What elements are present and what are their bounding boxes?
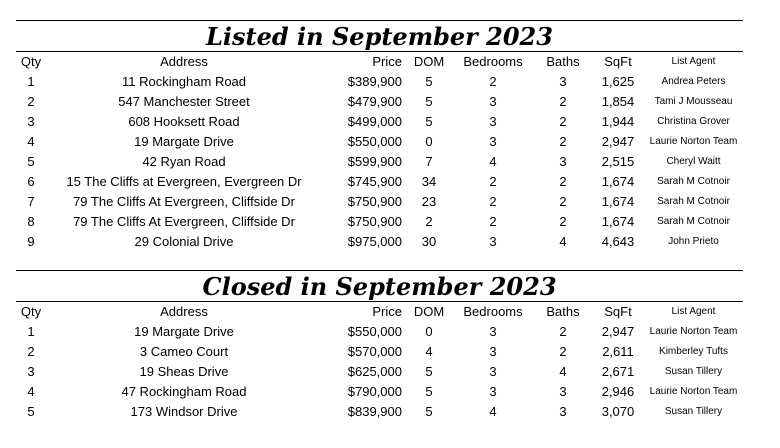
cell-bedrooms: 2 — [489, 194, 497, 209]
cell-address: 173 Windsor Drive — [130, 404, 238, 419]
cell-bedrooms: 3 — [489, 384, 497, 399]
cell-address: 42 Ryan Road — [142, 154, 226, 169]
cell-price: $570,000 — [347, 344, 402, 359]
header-bedrooms: Bedrooms — [463, 304, 523, 319]
cell-baths: 2 — [559, 94, 567, 109]
table-row — [16, 92, 743, 112]
cell-dom: 0 — [425, 134, 433, 149]
header-dom: DOM — [413, 54, 445, 69]
cell-bedrooms: 2 — [489, 74, 497, 89]
cell-price: $550,000 — [347, 134, 402, 149]
header-bedrooms: Bedrooms — [463, 54, 523, 69]
cell-qty: 3 — [27, 364, 35, 379]
header-baths: Baths — [546, 54, 580, 69]
cell-qty: 3 — [27, 114, 35, 129]
table-row — [16, 132, 743, 152]
cell-qty: 7 — [27, 194, 35, 209]
cell-agent: Andrea Peters — [661, 76, 726, 87]
cell-qty: 2 — [27, 94, 35, 109]
cell-baths: 2 — [559, 344, 567, 359]
cell-dom: 5 — [425, 384, 433, 399]
cell-qty: 5 — [27, 404, 35, 419]
listed-title: Listed in September 2023 — [16, 20, 743, 52]
cell-agent: Susan Tillery — [664, 406, 723, 417]
cell-bedrooms: 4 — [489, 154, 497, 169]
cell-baths: 2 — [559, 134, 567, 149]
cell-address: 29 Colonial Drive — [134, 234, 234, 249]
cell-agent: Laurie Norton Team — [649, 326, 738, 337]
cell-baths: 4 — [559, 234, 567, 249]
table-row — [16, 362, 743, 382]
cell-sqft: 1,674 — [601, 174, 635, 189]
listed-section — [16, 20, 743, 252]
header-price: Price — [372, 54, 402, 69]
cell-address: 15 The Cliffs at Evergreen, Evergreen Dr — [66, 174, 302, 189]
header-address: Address — [160, 54, 208, 69]
header-price: Price — [372, 304, 402, 319]
cell-sqft: 2,611 — [602, 344, 634, 359]
cell-bedrooms: 3 — [489, 114, 497, 129]
cell-address: 11 Rockingham Road — [121, 74, 247, 89]
cell-agent: Tami J Mousseau — [654, 96, 733, 107]
listed-rows — [16, 72, 743, 252]
cell-qty: 6 — [27, 174, 35, 189]
table-row — [16, 232, 743, 252]
header-baths: Baths — [546, 304, 580, 319]
cell-bedrooms: 3 — [489, 234, 497, 249]
table-row — [16, 322, 743, 342]
cell-dom: 5 — [425, 364, 433, 379]
cell-sqft: 1,854 — [601, 94, 635, 109]
header-qty: Qty — [20, 304, 42, 319]
cell-qty: 5 — [27, 154, 35, 169]
cell-baths: 4 — [559, 364, 567, 379]
cell-baths: 3 — [559, 154, 567, 169]
cell-dom: 30 — [421, 234, 437, 249]
cell-price: $750,900 — [347, 194, 402, 209]
header-address: Address — [160, 304, 208, 319]
cell-bedrooms: 3 — [489, 324, 497, 339]
cell-dom: 4 — [425, 344, 433, 359]
cell-bedrooms: 2 — [489, 214, 497, 229]
cell-bedrooms: 2 — [489, 174, 497, 189]
cell-sqft: 1,674 — [601, 194, 635, 209]
cell-sqft: 4,643 — [601, 234, 635, 249]
cell-sqft: 2,515 — [601, 154, 635, 169]
cell-dom: 5 — [425, 114, 433, 129]
table-row — [16, 192, 743, 212]
cell-qty: 1 — [27, 74, 35, 89]
cell-price: $790,000 — [347, 384, 402, 399]
cell-agent: Sarah M Cotnoir — [657, 196, 730, 207]
cell-bedrooms: 3 — [489, 94, 497, 109]
cell-sqft: 2,947 — [601, 134, 635, 149]
listed-header-row — [16, 52, 743, 72]
cell-sqft: 1,674 — [601, 214, 635, 229]
cell-dom: 2 — [425, 214, 433, 229]
cell-bedrooms: 3 — [489, 364, 497, 379]
cell-price: $625,000 — [347, 364, 402, 379]
cell-baths: 3 — [559, 404, 567, 419]
cell-address: 19 Margate Drive — [134, 134, 234, 149]
cell-agent: Cheryl Waitt — [666, 156, 721, 167]
cell-dom: 5 — [425, 404, 433, 419]
cell-baths: 2 — [559, 324, 567, 339]
cell-bedrooms: 4 — [489, 404, 497, 419]
cell-sqft: 2,671 — [601, 364, 635, 379]
cell-qty: 2 — [27, 344, 35, 359]
cell-baths: 3 — [559, 74, 567, 89]
cell-baths: 3 — [559, 384, 567, 399]
cell-address: 79 The Cliffs At Evergreen, Cliffside Dr — [73, 194, 295, 209]
cell-baths: 2 — [559, 174, 567, 189]
cell-qty: 1 — [27, 324, 35, 339]
table-row — [16, 382, 743, 402]
cell-price: $550,000 — [347, 324, 402, 339]
cell-sqft: 2,946 — [601, 384, 635, 399]
closed-rows — [16, 322, 743, 422]
cell-baths: 2 — [559, 214, 567, 229]
cell-dom: 5 — [425, 94, 433, 109]
cell-dom: 34 — [421, 174, 437, 189]
cell-agent: Laurie Norton Team — [649, 136, 738, 147]
cell-qty: 4 — [27, 384, 35, 399]
cell-price: $839,900 — [347, 404, 402, 419]
cell-price: $599,900 — [347, 154, 402, 169]
table-row — [16, 212, 743, 232]
cell-address: 608 Hooksett Road — [128, 114, 240, 129]
cell-dom: 5 — [425, 74, 433, 89]
cell-agent: John Prieto — [668, 236, 719, 247]
cell-agent: Sarah M Cotnoir — [657, 176, 730, 187]
cell-dom: 23 — [421, 194, 437, 209]
header-dom: DOM — [413, 304, 445, 319]
listed-table — [16, 52, 743, 252]
table-row — [16, 72, 743, 92]
cell-qty: 8 — [27, 214, 35, 229]
header-sqft: SqFt — [604, 54, 632, 69]
closed-title: Closed in September 2023 — [16, 270, 743, 302]
closed-header-row — [16, 302, 743, 322]
cell-bedrooms: 3 — [489, 344, 497, 359]
cell-price: $750,900 — [347, 214, 402, 229]
table-row — [16, 402, 743, 422]
cell-agent: Kimberley Tufts — [659, 346, 728, 357]
cell-sqft: 3,070 — [601, 404, 635, 419]
cell-price: $745,900 — [347, 174, 402, 189]
closed-table — [16, 302, 743, 422]
cell-sqft: 1,944 — [601, 114, 635, 129]
cell-address: 47 Rockingham Road — [121, 384, 247, 399]
cell-bedrooms: 3 — [489, 134, 497, 149]
cell-dom: 7 — [425, 154, 433, 169]
table-row — [16, 172, 743, 192]
table-row — [16, 342, 743, 362]
cell-price: $389,900 — [347, 74, 402, 89]
cell-address: 19 Sheas Drive — [139, 364, 229, 379]
cell-address: 547 Manchester Street — [118, 94, 250, 109]
table-row — [16, 112, 743, 132]
header-agent: List Agent — [671, 306, 716, 317]
cell-dom: 0 — [425, 324, 433, 339]
cell-price: $975,000 — [347, 234, 402, 249]
header-qty: Qty — [20, 54, 42, 69]
cell-agent: Susan Tillery — [664, 366, 723, 377]
cell-agent: Christina Grover — [657, 116, 730, 127]
cell-price: $479,900 — [347, 94, 402, 109]
cell-qty: 9 — [27, 234, 35, 249]
cell-sqft: 2,947 — [601, 324, 635, 339]
cell-qty: 4 — [27, 134, 35, 149]
cell-price: $499,000 — [347, 114, 402, 129]
cell-agent: Laurie Norton Team — [649, 386, 738, 397]
cell-sqft: 1,625 — [601, 74, 635, 89]
header-agent: List Agent — [671, 56, 716, 67]
cell-address: 19 Margate Drive — [134, 324, 234, 339]
header-sqft: SqFt — [604, 304, 632, 319]
cell-address: 3 Cameo Court — [139, 344, 229, 359]
cell-baths: 2 — [559, 194, 567, 209]
table-row — [16, 152, 743, 172]
cell-baths: 2 — [559, 114, 567, 129]
cell-agent: Sarah M Cotnoir — [657, 216, 730, 227]
closed-section — [16, 270, 743, 422]
cell-address: 79 The Cliffs At Evergreen, Cliffside Dr — [73, 214, 295, 229]
